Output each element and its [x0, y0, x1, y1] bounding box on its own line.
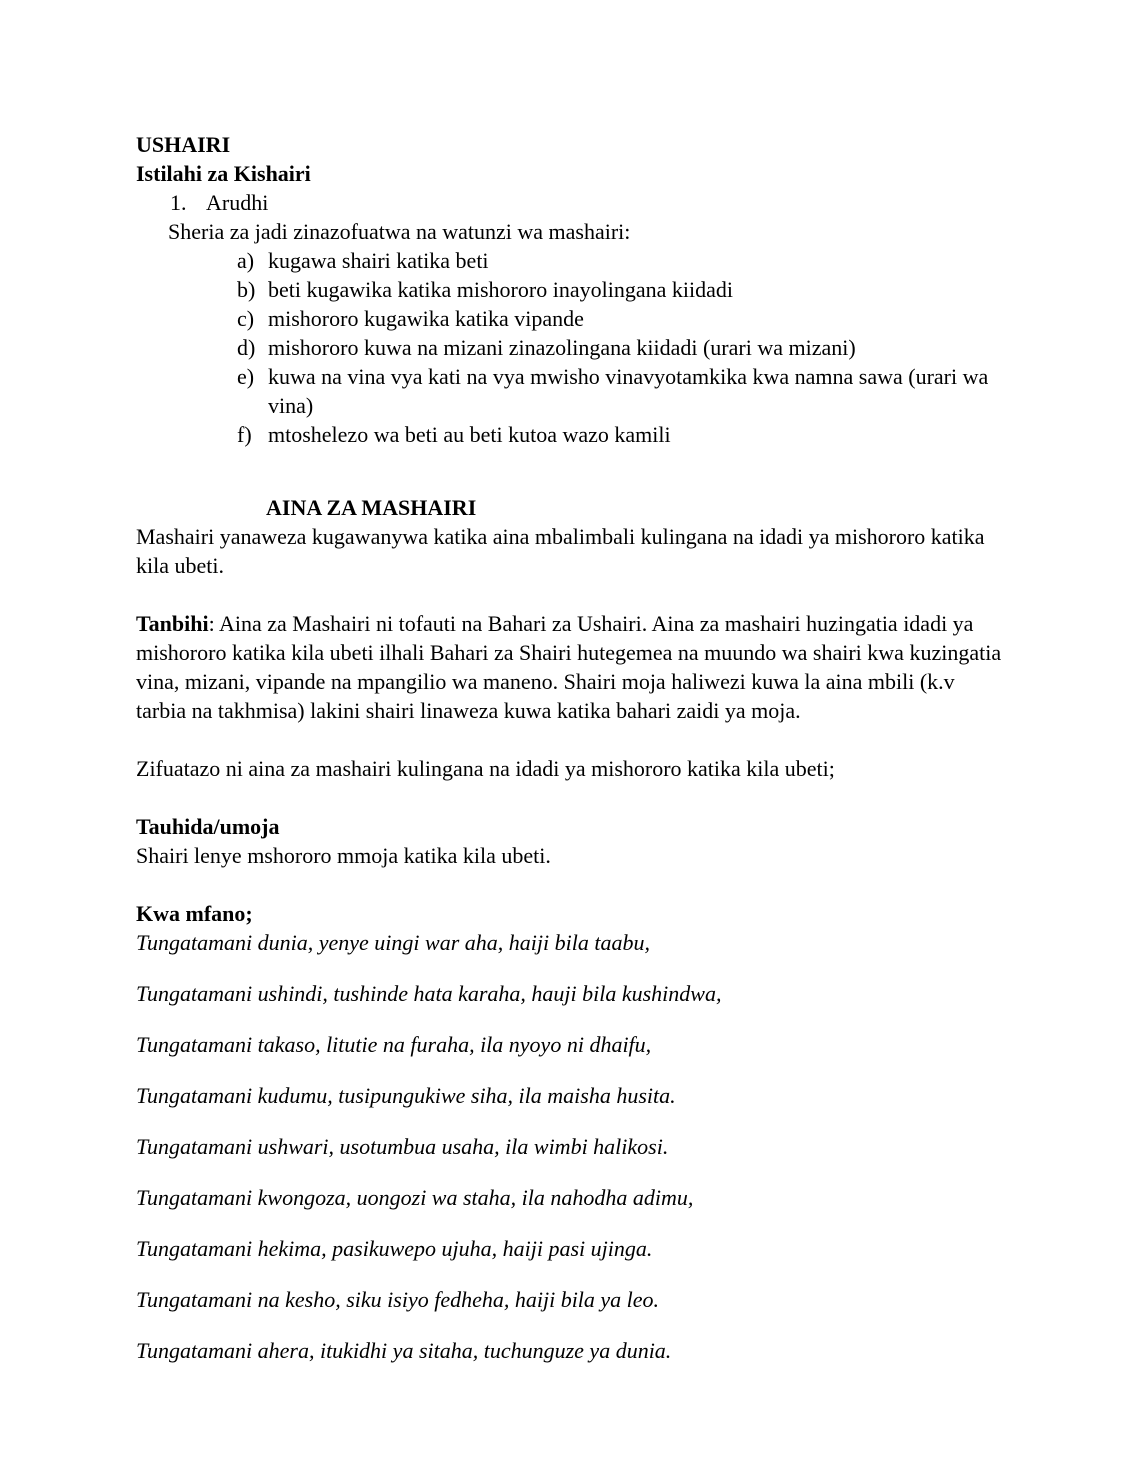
- poem-line: Tungatamani ahera, itukidhi ya sitaha, tuchunguze ya dunia.: [136, 1338, 672, 1363]
- poem-line: Tungatamani kudumu, tusipungukiwe siha, ila maisha husita.: [136, 1083, 676, 1108]
- poem-line: Tungatamani na kesho, siku isiyo fedheha, haiji bila ya leo.: [136, 1287, 660, 1312]
- spacer: [136, 870, 1002, 899]
- poem-line: Tungatamani kwongoza, uongozi wa staha, ila nahodha adimu,: [136, 1185, 694, 1210]
- note-text: : Aina za Mashairi ni tofauti na Bahari za Ushairi. Aina za mashairi huzingatia idadi ya mishororo katika kila ubeti ilhali Bahari za Shairi hutegemea na muundo wa shairi kwa kuzingatia vina, mizani, vipande na mpangilio wa maneno. Shairi moja haliwezi kuwa la aina mbili (k.v tarbia na takhmisa) lakini shairi linaweza kuwa katika bahari zaidi ya moja.: [136, 611, 1002, 723]
- poem-line: Tungatamani dunia, yenye uingi war aha, haiji bila taabu,: [136, 930, 650, 955]
- rules-list: [136, 246, 1002, 449]
- spacer: [136, 783, 1002, 812]
- rule-item-d: [136, 333, 1002, 362]
- rule-label: e): [237, 364, 255, 389]
- poem: [136, 928, 1002, 1365]
- poem-line: Tungatamani hekima, pasikuwepo ujuha, haiji pasi ujinga.: [136, 1236, 653, 1261]
- rule-text: kuwa na vina vya kati na vya mwisho vinavyotamkika kwa namna sawa (urari wa vina): [268, 364, 989, 418]
- list-number: 1.: [170, 190, 187, 215]
- type-heading: Tauhida/umoja: [136, 814, 280, 839]
- rule-item-b: [136, 275, 1002, 304]
- note-label: Tanbihi: [136, 611, 209, 636]
- rule-item-a: [136, 246, 1002, 275]
- rule-text: beti kugawika katika mishororo inayolingana kiidadi: [268, 277, 733, 302]
- note-paragraph: [136, 609, 1002, 725]
- section-heading: AINA ZA MASHAIRI: [266, 495, 477, 520]
- section-intro: Mashairi yanaweza kugawanywa katika aina mbalimbali kulingana na idadi ya mishororo katika kila ubeti.: [136, 524, 985, 578]
- poem-line: Tungatamani ushindi, tushinde hata karaha, hauji bila kushindwa,: [136, 981, 722, 1006]
- rule-item-c: [136, 304, 1002, 333]
- rule-text: mtoshelezo wa beti au beti kutoa wazo kamili: [268, 422, 671, 447]
- rule-text: mishororo kuwa na mizani zinazolingana kiidadi (urari wa mizani): [268, 335, 856, 360]
- doc-title: USHAIRI: [136, 132, 231, 157]
- type-description: Shairi lenye mshororo mmoja katika kila ubeti.: [136, 843, 551, 868]
- rule-label: f): [237, 422, 252, 447]
- rule-label: a): [237, 248, 255, 273]
- spacer: [136, 725, 1002, 754]
- poem-line: Tungatamani ushwari, usotumbua usaha, ila wimbi halikosi.: [136, 1134, 669, 1159]
- example-label: Kwa mfano;: [136, 901, 253, 926]
- rule-text: kugawa shairi katika beti: [268, 248, 489, 273]
- spacer: [136, 580, 1002, 609]
- rule-label: d): [237, 335, 256, 360]
- numbered-list-item: [136, 188, 1002, 217]
- doc-subtitle: Istilahi za Kishairi: [136, 161, 311, 186]
- poem-line: Tungatamani takaso, litutie na furaha, ila nyoyo ni dhaifu,: [136, 1032, 652, 1057]
- rule-item-e: [136, 362, 1002, 420]
- rule-label: c): [237, 306, 255, 331]
- rule-label: b): [237, 277, 256, 302]
- rule-text: mishororo kugawika katika vipande: [268, 306, 584, 331]
- types-intro: Zifuatazo ni aina za mashairi kulingana na idadi ya mishororo katika kila ubeti;: [136, 756, 835, 781]
- rule-item-f: [136, 420, 1002, 449]
- list-text: Arudhi: [206, 190, 269, 215]
- rules-intro: Sheria za jadi zinazofuatwa na watunzi wa mashairi:: [168, 219, 631, 244]
